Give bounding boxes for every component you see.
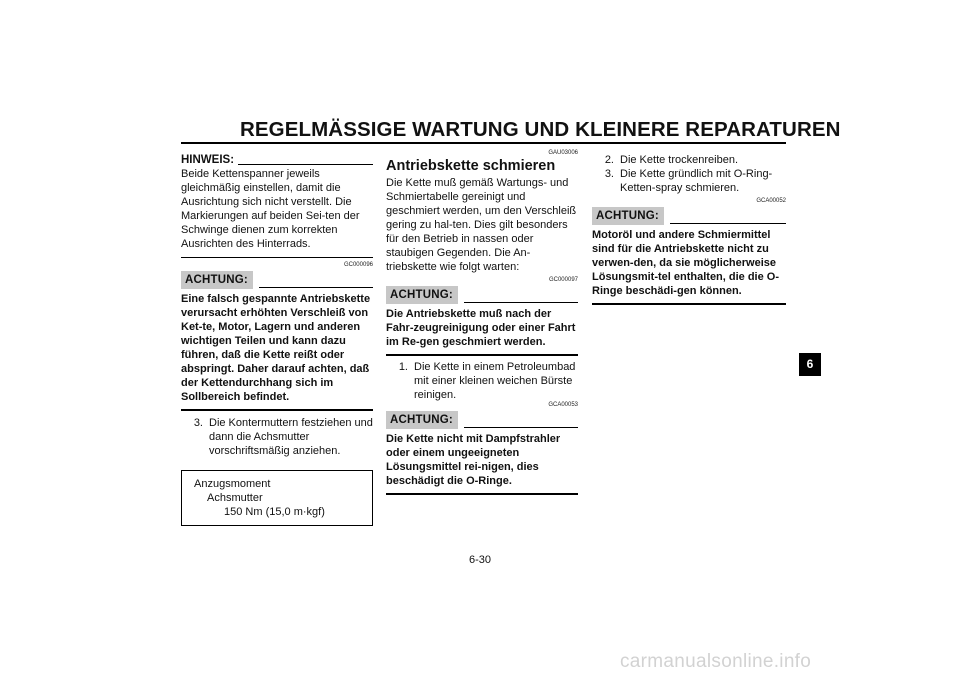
caution-badge: ACHTUNG: bbox=[386, 411, 458, 429]
caution-end-rule bbox=[592, 303, 786, 305]
step-3 bbox=[592, 167, 786, 195]
column-right bbox=[592, 153, 786, 305]
caution-heading bbox=[181, 271, 373, 289]
caution-end-rule bbox=[386, 354, 578, 356]
caution-heading-line bbox=[464, 427, 578, 428]
caution-code: GCA00052 bbox=[756, 198, 786, 204]
intro-text: Die Kette muß gemäß Wartungs- und Schmiertabelle gereinigt und geschmiert werden, um den Verschleiß gering zu hal-ten. Dies gilt besonders für den Betrieb in nassen oder staubigen Gegenden. Die An-triebskette wie folgt warten: bbox=[386, 177, 577, 273]
note-heading-line bbox=[238, 164, 373, 165]
caution-heading bbox=[592, 207, 786, 225]
step-number: 2. bbox=[604, 154, 614, 166]
title-rule bbox=[181, 142, 786, 144]
step-text: Die Kontermuttern festziehen und dann die Achsmutter vorschriftsmäßig anziehen. bbox=[209, 417, 373, 457]
note-label: HINWEIS: bbox=[181, 154, 235, 166]
caution-code: GC000096 bbox=[343, 262, 373, 268]
caution-heading-line bbox=[464, 302, 578, 303]
page-title: REGELMÄSSIGE WARTUNG UND KLEINERE REPARATUREN bbox=[240, 118, 841, 141]
note-end-rule bbox=[181, 257, 373, 258]
step-text: Die Kette gründlich mit O-Ring-Ketten-spray schmieren. bbox=[620, 168, 773, 194]
caution-text: Die Kette nicht mit Dampfstrahler oder einem ungeeigneten Lösungsmittel rei-nigen, dies beschädigt die O-Ringe. bbox=[386, 433, 561, 487]
caution-code: GCA00053 bbox=[548, 402, 578, 408]
step-2 bbox=[592, 153, 786, 167]
chapter-tab: 6 bbox=[799, 353, 821, 376]
step-3 bbox=[181, 416, 373, 458]
spec-heading: Anzugsmoment bbox=[194, 478, 271, 490]
section-title: Antriebskette schmieren bbox=[386, 158, 556, 174]
caution-text: Motoröl und andere Schmiermittel sind für die Antriebskette nicht zu verwen-den, da sie möglicherweise Lösungsmit-tel enthalten, die die O-Ringe beschädi-gen können. bbox=[592, 229, 780, 297]
section-code: GAU03006 bbox=[548, 150, 578, 156]
watermark: carmanualsonline.info bbox=[620, 651, 812, 672]
column-middle bbox=[386, 150, 578, 495]
spec-box bbox=[181, 470, 373, 526]
caution-heading bbox=[386, 286, 578, 304]
step-number: 3. bbox=[604, 168, 614, 180]
caution-badge: ACHTUNG: bbox=[592, 207, 664, 225]
spec-item: Achsmutter bbox=[207, 492, 263, 504]
step-number: 3. bbox=[193, 417, 203, 429]
step-number: 1. bbox=[398, 361, 408, 373]
caution-heading bbox=[386, 411, 578, 429]
caution-code: GC000097 bbox=[548, 277, 578, 283]
note-text: Beide Kettenspanner jeweils gleichmäßig einstellen, damit die Ausrichtung sich nicht verstellt. Die Markierungen auf beiden Sei-ten der Schwinge dienen zum korrekten Ausrichten des Hinterrads. bbox=[181, 168, 360, 250]
page-number: 6-30 bbox=[468, 554, 492, 566]
caution-end-rule bbox=[386, 493, 578, 495]
step-1 bbox=[386, 360, 578, 402]
spec-value: 150 Nm (15,0 m·kgf) bbox=[224, 506, 325, 518]
note-heading bbox=[181, 153, 373, 167]
caution-text: Die Antriebskette muß nach der Fahr-zeugreinigung oder einer Fahrt im Re-gen geschmiert werden. bbox=[386, 308, 576, 348]
column-left bbox=[181, 150, 373, 526]
caution-heading-line bbox=[670, 223, 786, 224]
caution-text: Eine falsch gespannte Antriebskette verursacht erhöhten Verschleiß von Ket-te, Motor, Lagern und anderen wichtigen Teilen und kann dazu führen, daß die Kette reißt oder abspringt. Daher darauf achten, daß der Kettendurchhang sich im Sollbereich befindet. bbox=[181, 293, 371, 403]
step-text: Die Kette trockenreiben. bbox=[620, 154, 739, 166]
caution-end-rule bbox=[181, 409, 373, 411]
caution-badge: ACHTUNG: bbox=[181, 271, 253, 289]
step-text: Die Kette in einem Petroleumbad mit einer kleinen weichen Bürste reinigen. bbox=[414, 361, 576, 401]
caution-badge: ACHTUNG: bbox=[386, 286, 458, 304]
caution-heading-line bbox=[259, 287, 373, 288]
